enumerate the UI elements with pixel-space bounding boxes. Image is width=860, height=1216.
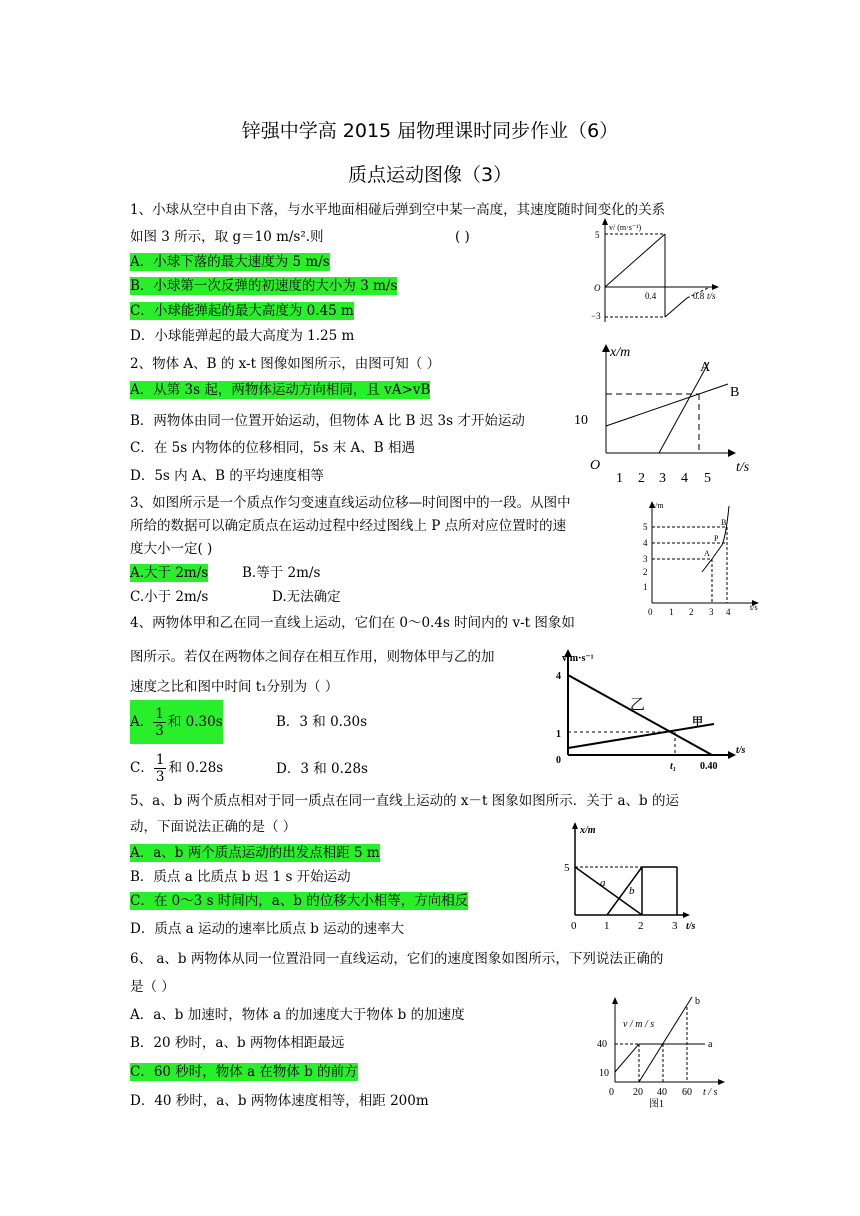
q6-fig-xtick-20: 20: [633, 1087, 643, 1098]
q5-fig-xlabel: t/s: [686, 921, 696, 932]
q4-stem-line3: 速度之比和图中时间 t₁分别为（ ）: [130, 679, 339, 695]
q1-fig-xlabel: t/s: [707, 291, 716, 301]
q2-option-d: D．5s 内 A、B 的平均速度相等: [130, 468, 324, 484]
q2-option-a: A．从第 3s 起，两物体运动方向相同，且 vA>vB: [130, 382, 431, 398]
q2-fig-xlabel: t/s: [736, 460, 750, 475]
q3-fig-label-p: P: [714, 534, 719, 543]
q4-option-d: D．3 和 0.28s: [276, 761, 368, 777]
q3-stem-line3: 度大小一定( ): [130, 541, 213, 557]
q6-fig-xtick-60: 60: [682, 1087, 692, 1098]
q3-fig-ytick-5: 5: [643, 522, 648, 532]
q1-option-d: D．小球能弹起的最大高度为 1.25 m: [130, 328, 355, 344]
q2-fig-xtick-3: 3: [659, 471, 666, 486]
q6-fig-label-b: b: [695, 996, 700, 1007]
q3-stem-line2: 所给的数据可以确定质点在运动过程中经过图线上 P 点所对应位置时的速: [130, 518, 567, 534]
q3-fig-xtick-1: 1: [669, 607, 674, 617]
q2-fig-ytick: 10: [574, 413, 588, 428]
q4-fig-y-top: 4: [556, 671, 561, 682]
q6-fig-xtick-40: 40: [657, 1087, 667, 1098]
q3-fig-label-b: B: [721, 518, 727, 527]
q3-fig-label-a: A: [704, 549, 710, 558]
q3-stem-line1: 3、如图所示是一个质点作匀变速直线运动位移—时间图中的一段。从图中: [130, 495, 571, 511]
q5-option-b: B．质点 a 比质点 b 迟 1 s 开始运动: [130, 869, 351, 885]
q6-option-a: A．a、b 加速时，物体 a 的加速度大于物体 b 的加速度: [130, 1007, 465, 1023]
q6-figure: [595, 992, 740, 1112]
q1-option-c: C．小球能弹起的最大高度为 0.45 m: [130, 303, 354, 319]
q4-option-c: C． $\frac{1}{3}$ 和 0.28s: [130, 752, 224, 785]
q4-fig-t1: t₁: [670, 761, 677, 772]
q5-option-c: C．在 0～3 s 时间内，a、b 的位移大小相等，方向相反: [130, 893, 469, 909]
q1-option-b: B．小球第一次反弹的初速度的大小为 3 m/s: [130, 278, 398, 294]
q6-option-d: D．40 秒时，a、b 两物体速度相等，相距 200m: [130, 1093, 429, 1109]
q4-option-b: B．3 和 0.30s: [276, 714, 368, 730]
q6-fig-label-a: a: [708, 1039, 713, 1050]
q4-option-a: A． $\frac{1}{3}$ 和 0.30s: [130, 700, 223, 744]
q3-fig-ylabel: s/m: [652, 501, 664, 510]
q2-fig-ylabel: x/m: [610, 345, 631, 360]
q3-fig-ytick-4: 4: [643, 538, 648, 548]
q5-fig-label-b: b: [629, 885, 635, 897]
q6-stem-line2: 是（ ）: [130, 979, 175, 995]
q5-fig-xtick-1: 1: [604, 920, 610, 932]
q4-fig-xlabel: t/s: [736, 745, 746, 756]
q1-stem-line2: 如图 3 所示，取 g＝10 m/s².则: [130, 229, 324, 245]
q1-fig-x1: 0.4: [645, 291, 657, 301]
q3-fig-ytick-3: 3: [643, 554, 648, 564]
q5-figure: [560, 818, 710, 936]
q5-fig-xtick-2: 2: [638, 920, 644, 932]
q3-fig-ytick-2: 2: [643, 567, 648, 577]
q1-answer-paren: ( ): [455, 229, 470, 245]
page-subtitle: 质点运动图像（3）: [347, 164, 513, 186]
q2-figure: [570, 338, 760, 488]
q3-fig-xtick-2: 2: [689, 607, 694, 617]
q4-stem-line2: 图所示。若仅在两物体之间存在相互作用，则物体甲与乙的加: [130, 649, 495, 665]
q5-fig-label-a: a: [600, 877, 606, 889]
q5-option-a: A．a、b 两个质点运动的出发点相距 5 m: [130, 845, 380, 861]
q4-fig-ylabel: v/m·s⁻¹: [562, 653, 594, 664]
q5-fig-ylabel: x/m: [580, 825, 596, 836]
q4-fig-x-end: 0.40: [700, 761, 718, 772]
q4-option-a-fraction: $\frac{1}{3}$: [155, 706, 164, 739]
q4-fig-label-yi: 乙: [630, 697, 646, 713]
q6-fig-ytick-10: 10: [599, 1068, 609, 1079]
q6-option-b: B．20 秒时，a、b 两物体相距最远: [130, 1035, 345, 1051]
q1-stem-line1: 1、小球从空中自由下落，与水平地面相碰后弹到空中某一高度，其速度随时间变化的关系: [130, 202, 666, 218]
q4-fig-label-jia: 甲: [692, 716, 703, 728]
q2-stem: 2、物体 A、B 的 x-t 图像如图所示，由图可知（ ）: [130, 356, 441, 372]
q3-fig-xtick-0: 0: [648, 607, 653, 617]
q3-option-c: C.小于 2m/s: [130, 589, 209, 605]
q2-option-b: B．两物体由同一位置开始运动，但物体 A 比 B 迟 3s 才开始运动: [130, 413, 525, 429]
q1-figure: [585, 218, 725, 326]
q5-fig-xtick-3: 3: [672, 920, 678, 932]
q5-stem-line1: 5、a、b 两个质点相对于同一质点在同一直线上运动的 x－t 图象如图所示．关于 a、b 的运: [130, 793, 679, 809]
q2-fig-label-a: A: [700, 360, 711, 375]
q2-fig-xtick-1: 1: [616, 471, 623, 486]
q6-fig-xlabel: t / s: [703, 1087, 718, 1098]
q4-stem-line1: 4、两物体甲和乙在同一直线上运动，它们在 0～0.4s 时间内的 v-t 图象如: [130, 615, 575, 631]
q4-figure: [548, 645, 758, 775]
q1-option-a: A．小球下落的最大速度为 5 m/s: [130, 254, 330, 270]
q1-fig-origin: O: [594, 283, 601, 293]
q3-fig-xtick-3: 3: [709, 607, 714, 617]
q6-fig-ytick-40: 40: [597, 1039, 607, 1050]
q2-fig-xtick-2: 2: [638, 471, 645, 486]
q4-fig-y-one: 1: [556, 729, 561, 740]
q5-fig-ytick: 5: [564, 862, 570, 874]
q3-figure: [638, 498, 768, 620]
q4-fig-origin: 0: [556, 755, 561, 766]
q5-fig-xtick-0: 0: [571, 920, 577, 932]
q1-fig-x2: 0.8: [693, 291, 705, 301]
q3-option-a: A.大于 2m/s: [130, 565, 209, 581]
q2-option-c: C．在 5s 内物体的位移相同，5s 末 A、B 相遇: [130, 440, 415, 456]
q3-fig-xlabel: t/s: [750, 603, 758, 612]
q6-fig-xtick-0: 0: [609, 1087, 614, 1098]
page-title: 锌强中学高 2015 届物理课时同步作业（6）: [241, 120, 619, 142]
q6-fig-caption: 图1: [649, 1099, 664, 1110]
q3-fig-ytick-1: 1: [643, 582, 648, 592]
q6-option-c: C．60 秒时，物体 a 在物体 b 的前方: [130, 1064, 358, 1080]
q6-fig-ylabel: v / m / s: [623, 1019, 655, 1030]
q6-stem-line1: 6、 a、b 两物体从同一位置沿同一直线运动，它们的速度图象如图所示，下列说法正确的: [130, 951, 664, 967]
q2-fig-origin: O: [590, 458, 601, 473]
q2-fig-xtick-5: 5: [704, 471, 711, 486]
q2-fig-label-b: B: [730, 385, 740, 400]
q1-fig-y-top: 5: [595, 230, 600, 240]
q3-option-d: D.无法确定: [272, 589, 341, 605]
q1-fig-ylabel: v/ (m·s⁻¹): [609, 223, 642, 232]
q3-option-b: B.等于 2m/s: [242, 565, 321, 581]
q5-stem-line2: 动，下面说法正确的是（ ）: [130, 819, 297, 835]
q2-fig-xtick-4: 4: [681, 471, 688, 486]
q1-fig-y-bottom: −3: [591, 311, 601, 321]
q4-option-c-fraction: $\frac{1}{3}$: [155, 752, 165, 785]
q3-fig-xtick-4: 4: [726, 607, 731, 617]
q5-option-d: D．质点 a 运动的速率比质点 b 运动的速率大: [130, 921, 405, 937]
